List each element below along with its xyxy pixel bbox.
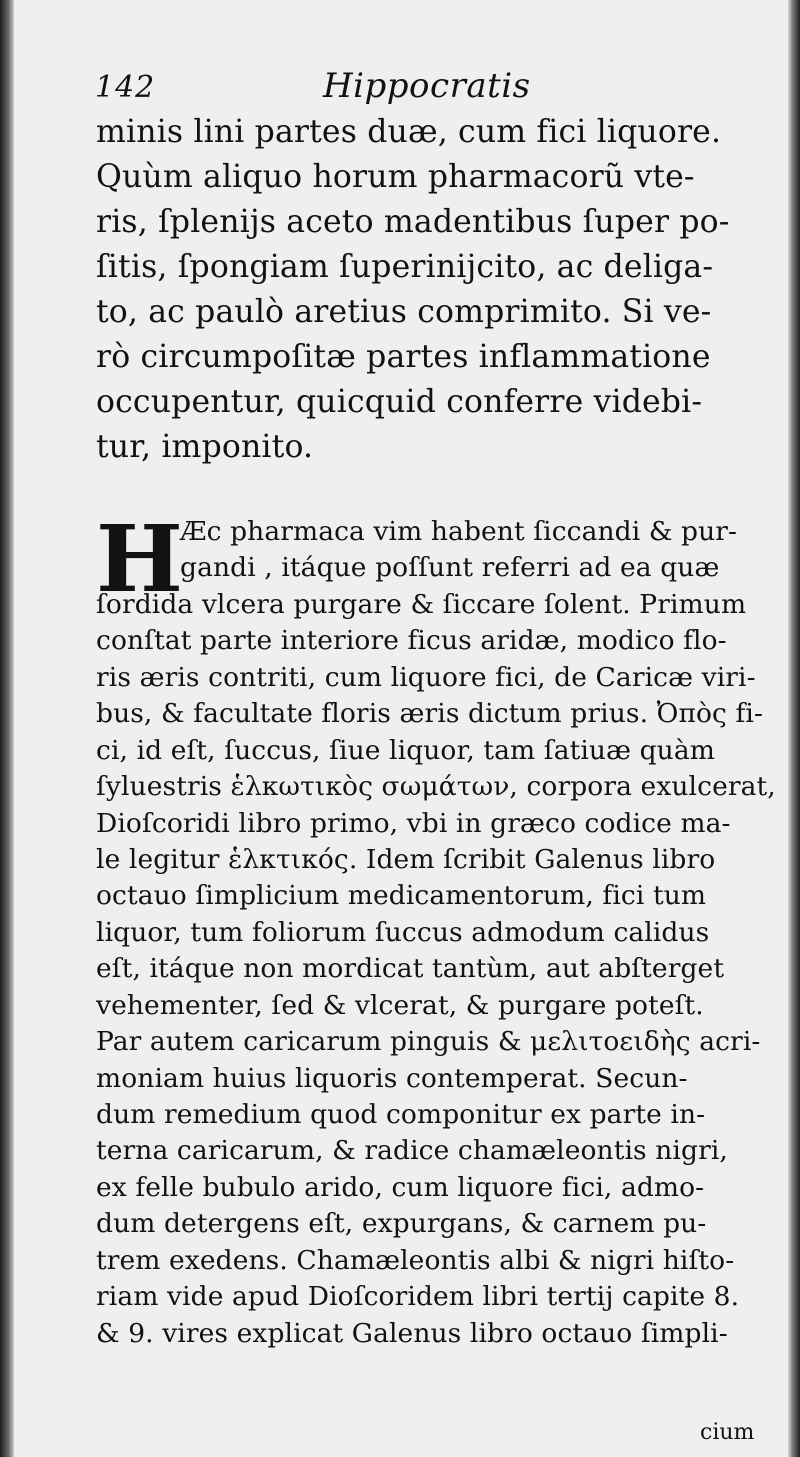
page-number: 142 xyxy=(95,70,156,105)
text-line: ſitis, ſpongiam ſuperinijcito, ac deliga- xyxy=(96,249,714,285)
text-line: riam vide apud Dioſcoridem libri tertij capite 8. xyxy=(96,1281,740,1313)
text-line: to, ac paulò aretius comprimito. Si ve- xyxy=(96,294,712,330)
left-page-edge xyxy=(0,0,14,1457)
text-line: Par autem caricarum pinguis & μελιτοειδὴς acri- xyxy=(96,1026,761,1058)
text-line: ſyluestris ἑλκωτικὸς σωμάτων, corpora exulcerat, xyxy=(96,771,776,803)
text-line: ſordida vlcera purgare & ſiccare ſolent. Primum xyxy=(96,588,747,620)
text-line: eſt, itáque non mordicat tantùm, aut abſterget xyxy=(96,953,725,985)
text-line: ci, id eſt, ſuccus, ſiue liquor, tam ſatiuæ quàm xyxy=(96,734,715,766)
text-line: dum detergens eſt, expurgans, & carnem pu- xyxy=(96,1208,707,1240)
text-line: rò circumpoſitæ partes inflammatione xyxy=(96,339,711,375)
text-line: trem exedens. Chamæleontis albi & nigri hiſto- xyxy=(96,1244,735,1276)
text-line: Dioſcoridi libro primo, vbi in græco codice ma- xyxy=(96,807,731,839)
text-line: ris æris contriti, cum liquore fici, de Caricæ viri- xyxy=(96,661,756,693)
lower-text-lines xyxy=(96,505,786,1352)
text-line: vehementer, ſed & vlcerat, & purgare poteſt. xyxy=(96,989,704,1021)
text-line: le legitur ἑλκτικός. Idem ſcribit Galenus libro xyxy=(96,843,716,875)
running-title: Hippocratis xyxy=(323,66,531,106)
text-line: minis lini partes duæ, cum fici liquore. xyxy=(96,114,722,150)
text-line: octauo ſimplicium medicamentorum, fici tum xyxy=(96,880,707,912)
text-line: tur, imponito. xyxy=(96,429,314,465)
text-line: Æc pharmaca vim habent ſiccandi & pur- xyxy=(180,516,738,547)
catchword: cium xyxy=(700,1420,755,1445)
drop-cap: H xyxy=(96,505,181,613)
text-line: Quùm aliquo horum pharmacorũ vte- xyxy=(96,159,695,195)
upper-text-block xyxy=(96,110,756,470)
text-line: ex felle bubulo arido, cum liquore fici, admo- xyxy=(96,1171,705,1203)
text-line: & 9. vires explicat Galenus libro octauo ſimpli- xyxy=(96,1317,728,1349)
running-head xyxy=(95,66,755,110)
text-line: liquor, tum foliorum ſuccus admodum calidus xyxy=(96,916,710,948)
text-line: ris, ſplenijs aceto madentibus ſuper po- xyxy=(96,204,730,240)
right-page-edge xyxy=(788,0,800,1457)
text-line: moniam huius liquoris contemperat. Secun- xyxy=(96,1062,688,1094)
text-line: dum remedium quod componitur ex parte in- xyxy=(96,1099,706,1130)
lower-text-block xyxy=(96,505,786,1352)
text-line: occupentur, quicquid conferre videbi- xyxy=(96,384,703,420)
text-line: conſtat parte interiore ficus aridæ, modico flo- xyxy=(96,625,727,657)
text-line: terna caricarum, & radice chamæleontis nigri, xyxy=(96,1135,728,1167)
text-line: gandi , itáque poſſunt referri ad ea quæ xyxy=(180,552,720,584)
text-line: bus, & facultate floris æris dictum prius. Ὀπὸς fi- xyxy=(96,698,764,730)
